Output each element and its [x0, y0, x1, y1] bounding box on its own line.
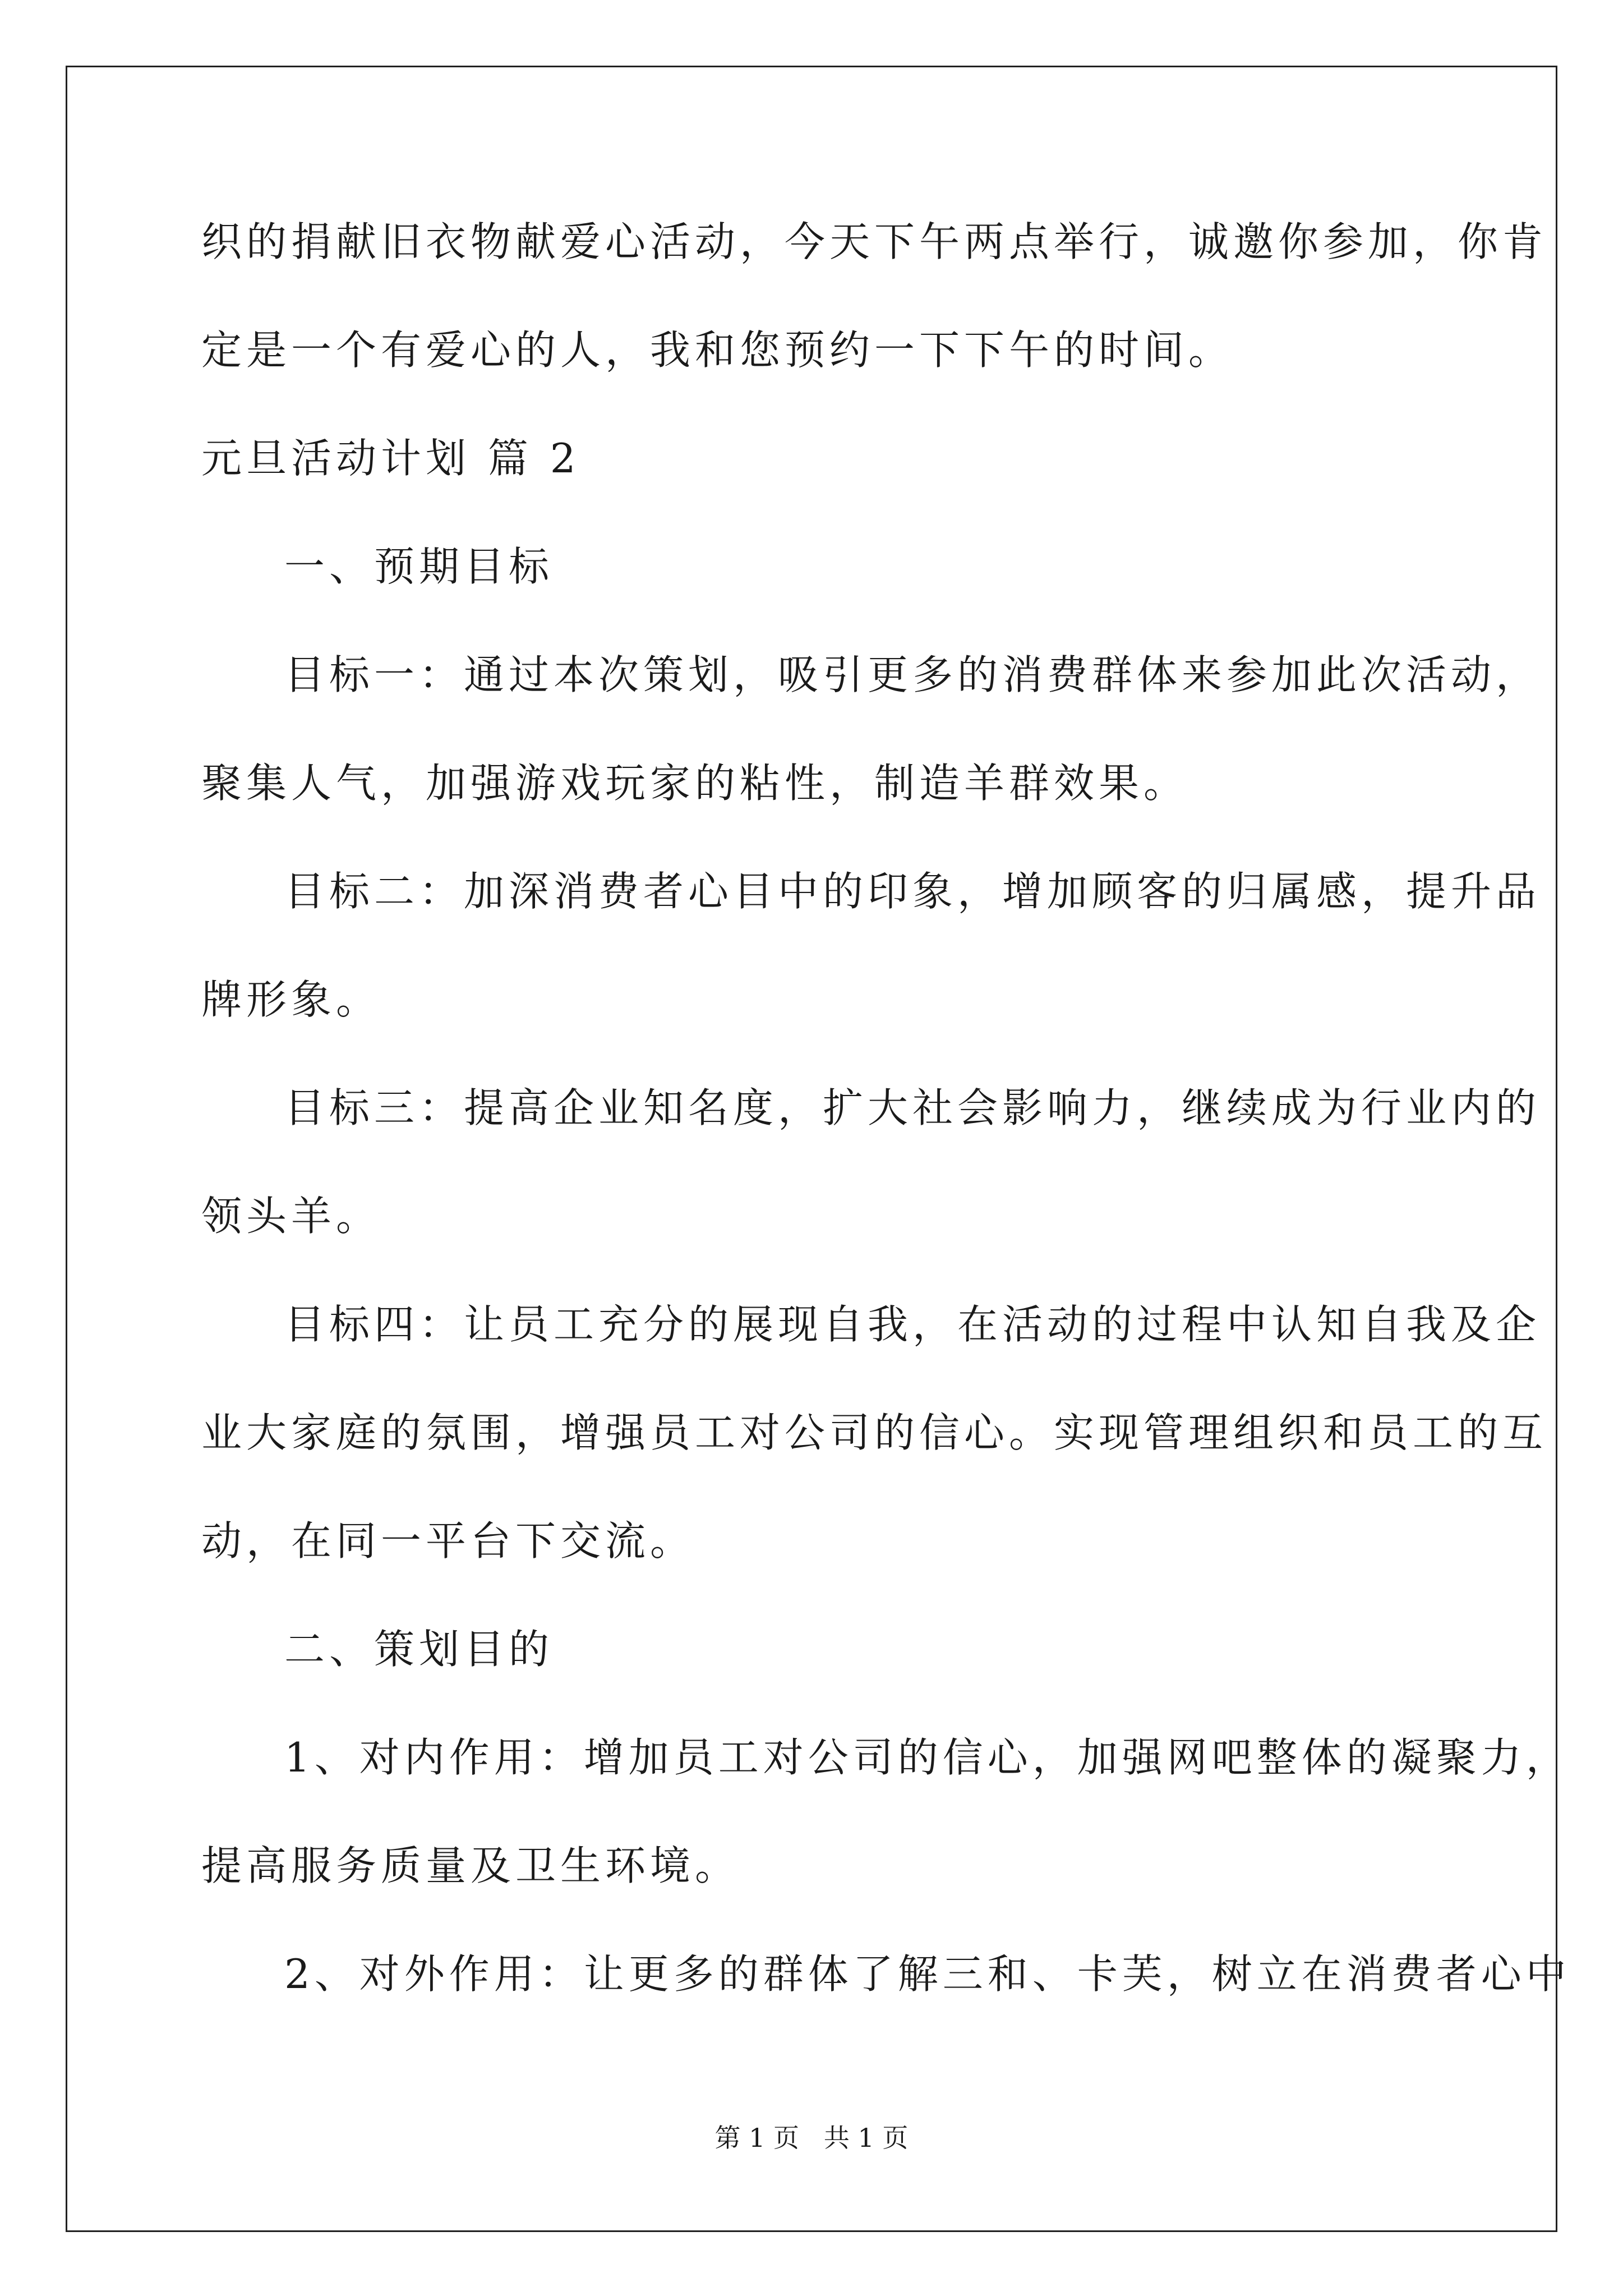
- body-line: 目标二：加深消费者心目中的印象，增加顾客的归属感，提升品: [284, 868, 1541, 915]
- body-line: 动，在同一平台下交流。: [201, 1517, 695, 1565]
- body-line: 牌形象。: [201, 976, 381, 1023]
- body-line: 领头羊。: [201, 1193, 381, 1240]
- heading-planning-purpose: 二、策划目的: [284, 1626, 554, 1673]
- page-footer: 第 1 页 共 1 页: [714, 2123, 909, 2153]
- document-body: [201, 218, 1571, 2062]
- body-line: 聚集人气，加强游戏玩家的粘性，制造羊群效果。: [201, 760, 1189, 807]
- body-line: 目标四：让员工充分的展现自我，在活动的过程中认知自我及企: [284, 1301, 1541, 1348]
- body-line: 目标三：提高企业知名度，扩大社会影响力，继续成为行业内的: [284, 1084, 1541, 1131]
- heading-expected-goals: 一、预期目标: [284, 543, 554, 590]
- body-line: 提高服务质量及卫生环境。: [201, 1842, 740, 1889]
- body-line: 目标一：通过本次策划，吸引更多的消费群体来参加此次活动，: [284, 651, 1541, 698]
- section-title: 元旦活动计划 篇 2: [201, 435, 580, 482]
- body-line: 业大家庭的氛围，增强员工对公司的信心。实现管理组织和员工的互: [201, 1409, 1548, 1456]
- body-line: 织的捐献旧衣物献爱心活动，今天下午两点举行，诚邀你参加，你肯: [201, 218, 1548, 265]
- body-line: 1、对内作用：增加员工对公司的信心，加强网吧整体的凝聚力，: [284, 1734, 1571, 1781]
- body-line: 定是一个有爱心的人，我和您预约一下下午的时间。: [201, 326, 1234, 374]
- body-line: 2、对外作用：让更多的群体了解三和、卡芙，树立在消费者心中: [284, 1950, 1571, 1998]
